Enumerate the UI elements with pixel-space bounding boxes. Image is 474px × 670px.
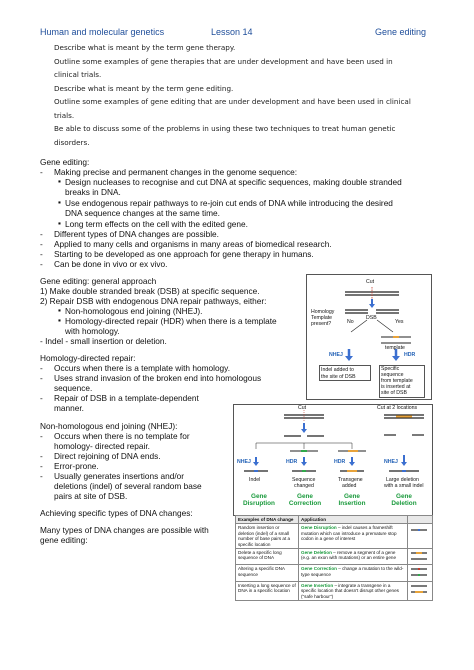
dash-bullet: - <box>40 249 43 259</box>
hdr-label: HDR <box>404 352 416 358</box>
table-cell <box>299 565 408 581</box>
outcome-word: Correction <box>288 500 322 507</box>
hdr-label: HDR <box>286 459 298 465</box>
homology-question: Homology <box>311 309 335 315</box>
gene-deletion-label <box>382 493 426 507</box>
outcome-word: Insertion <box>338 500 366 507</box>
outcome-word: Deletion <box>391 500 417 507</box>
result-label: Indel <box>249 477 261 483</box>
header-lesson: Lesson 14 <box>211 27 253 37</box>
list-item: Different types of DNA changes are possible. <box>54 229 219 239</box>
outcome-word: Gene <box>396 493 412 500</box>
list-item: Repair of DSB in a template-dependent <box>54 393 199 403</box>
paragraph: Many types of DNA changes are possible with <box>40 525 209 535</box>
result-text: is inserted at <box>381 384 411 390</box>
hdr-result-box <box>379 365 425 398</box>
list-item: DNA sequence changes at the same time. <box>65 208 220 218</box>
objective-line: Be able to discuss some of the problems in using these two techniques to treat human genetic <box>54 124 396 133</box>
table-header-row <box>236 516 433 524</box>
application-name: Gene Insertion <box>301 582 334 588</box>
dna-icon <box>408 524 433 549</box>
gene-insertion-label <box>331 493 373 507</box>
dash-bullet: - <box>40 239 43 249</box>
table-row <box>236 581 433 600</box>
list-item: Design nucleases to recognise and cut DNA at specific sequences, making double stranded <box>65 177 402 187</box>
hdr-label: HDR <box>334 459 346 465</box>
list-item: pairs at site of DSB. <box>54 491 128 501</box>
outcome-word: Gene <box>344 493 360 500</box>
objective-line: disorders. <box>54 138 90 147</box>
objective-line: Describe what is meant by the term gene therapy. <box>54 43 236 52</box>
gene-disruption-label <box>238 493 280 507</box>
result-label: Sequence <box>292 477 316 483</box>
objective-line: Outline some examples of gene therapies that are under development and have been used in <box>54 57 393 66</box>
section-title: Gene editing: general approach <box>40 276 157 286</box>
list-item: Making precise and permanent changes in the genome sequence: <box>54 167 298 177</box>
dna-icon <box>408 549 433 565</box>
dash-bullet: - <box>40 471 43 481</box>
section-title: Homology-directed repair: <box>40 353 136 363</box>
table-cell: Random insertion or deletion (indel) of a small number of base pairs at a specific location <box>236 524 299 549</box>
dna-icon <box>408 565 433 581</box>
header-course: Human and molecular genetics <box>40 27 165 37</box>
list-item: Starting to be developed as one approach for gene therapy in humans. <box>54 249 314 259</box>
list-item: 2) Repair DSB with endogenous DNA repair pathways, either: <box>40 296 267 306</box>
list-item: Error-prone. <box>54 461 99 471</box>
list-item: Can be done in vivo or ex vivo. <box>54 259 168 269</box>
table-cell <box>299 524 408 549</box>
list-item: Occurs when there is no template for <box>54 431 190 441</box>
outcome-word: Disruption <box>243 500 275 507</box>
table-header: Examples of DNA change <box>236 516 299 524</box>
gene-editing-outcomes-diagram <box>233 404 433 516</box>
list-item: with homology. <box>65 326 120 336</box>
bullet-dot: ▪ <box>58 315 61 325</box>
result-text: from template <box>381 378 413 384</box>
bullet-dot: ▪ <box>58 305 61 315</box>
application-desc: – integrate a transgene in a specific location that doesn't disrupt other genes ("safe harbour") <box>301 582 399 599</box>
cut-label: Cut <box>298 405 307 411</box>
objective-line: Outline some examples of gene editing that are under development and have been used in clinical <box>54 97 411 106</box>
list-item: - Indel - small insertion or deletion. <box>40 336 167 346</box>
header-topic: Gene editing <box>375 27 427 37</box>
section-title: Non-homologous end joining (NHEJ): <box>40 421 178 431</box>
list-item: Applied to many cells and organisms in many areas of biomedical research. <box>54 239 332 249</box>
homology-question: present? <box>311 321 332 327</box>
dash-bullet: - <box>40 431 43 441</box>
list-item: deletions (indel) of several random base <box>54 481 202 491</box>
list-item: breaks in DNA. <box>65 187 121 197</box>
nhej-result-box <box>319 365 371 381</box>
result-text: the site of DSB <box>321 374 356 380</box>
dash-bullet: - <box>40 461 43 471</box>
table-row <box>236 524 433 549</box>
application-name: Gene Correction <box>301 566 337 572</box>
homology-question: Template <box>311 315 333 321</box>
list-item: Uses strand invasion of the broken end into homologous <box>54 373 262 383</box>
list-item: Homology-directed repair (HDR) when there is a template <box>65 316 277 326</box>
application-name: Gene Disruption <box>301 525 337 531</box>
list-item: Use endogenous repair pathways to re-join cut ends of DNA while introducing the desired <box>65 198 393 208</box>
result-text: Specific <box>381 366 400 372</box>
dash-bullet: - <box>40 363 43 373</box>
dash-bullet: - <box>40 393 43 403</box>
dsb-repair-diagram <box>306 274 432 400</box>
dna-change-table <box>235 515 433 601</box>
result-label: with a small indel <box>384 483 424 489</box>
result-label: Transgene <box>338 477 363 483</box>
outcome-word: Gene <box>251 493 267 500</box>
objective-line: clinical trials. <box>54 70 102 79</box>
bullet-dot: ▪ <box>58 218 61 228</box>
nhej-label: NHEJ <box>237 459 251 465</box>
application-desc: – indel causes a frameshift mutation which can introduce a premature stop codon in a gene of interest <box>301 525 397 542</box>
result-label: added <box>342 483 357 489</box>
table-cell: Altering a specific DNA sequence <box>236 565 299 581</box>
list-item: Non-homologous end joining (NHEJ). <box>65 306 203 316</box>
cut-label: Cut <box>366 279 375 285</box>
table-row <box>236 549 433 565</box>
nhej-label: NHEJ <box>384 459 398 465</box>
list-item: Long term effects on the cell with the edited gene. <box>65 219 248 229</box>
dsb-label: DSB <box>366 315 377 321</box>
table-row <box>236 565 433 581</box>
template-label: template <box>385 345 405 351</box>
no-label: No <box>347 319 354 325</box>
table-header: Application <box>299 516 408 524</box>
dash-bullet: - <box>40 451 43 461</box>
paragraph: Achieving specific types of DNA changes: <box>40 508 193 518</box>
outcome-word: Gene <box>297 493 313 500</box>
list-item: Occurs when there is a template with homology. <box>54 363 231 373</box>
cut-two-label: Cut at 2 locations <box>377 405 418 411</box>
dash-bullet: - <box>40 373 43 383</box>
table-cell <box>299 549 408 565</box>
objective-line: Describe what is meant by the term gene editing. <box>54 84 234 93</box>
nhej-label: NHEJ <box>329 352 343 358</box>
list-item: Direct rejoining of DNA ends. <box>54 451 161 461</box>
application-desc: – change a mutation to the wild-type sequence <box>301 566 404 577</box>
list-item: sequence. <box>54 383 93 393</box>
dash-bullet: - <box>40 229 43 239</box>
list-item: Usually generates insertions and/or <box>54 471 185 481</box>
yes-label: Yes <box>395 319 404 325</box>
objective-line: trials. <box>54 111 75 120</box>
table-cell <box>299 581 408 600</box>
dna-icon <box>408 581 433 600</box>
application-name: Gene Deletion <box>301 550 332 556</box>
bullet-dot: ▪ <box>58 176 61 186</box>
section-title: Gene editing: <box>40 157 90 167</box>
table-cell: Inserting a long sequence of DNA in a specific location <box>236 581 299 600</box>
list-item: 1) Make double stranded break (DSB) at specific sequence. <box>40 286 260 296</box>
dash-bullet: - <box>40 167 43 177</box>
table-header-icon <box>408 516 433 524</box>
result-label: changed <box>294 483 314 489</box>
result-label: Large deletion <box>386 477 419 483</box>
paragraph: gene editing: <box>40 535 88 545</box>
gene-correction-label <box>284 493 326 507</box>
list-item: homology- directed repair. <box>54 441 150 451</box>
result-text: Indel added to <box>321 367 354 373</box>
result-text: site of DSB <box>381 390 407 396</box>
bullet-dot: ▪ <box>58 197 61 207</box>
application-desc: – remove a segment of a gene (e.g. an exon with mutations) or an entire gene <box>301 550 396 561</box>
dash-bullet: - <box>40 259 43 269</box>
result-text: sequence <box>381 372 404 378</box>
list-item: manner. <box>54 403 84 413</box>
table-cell: Delete a specific long sequence of DNA <box>236 549 299 565</box>
